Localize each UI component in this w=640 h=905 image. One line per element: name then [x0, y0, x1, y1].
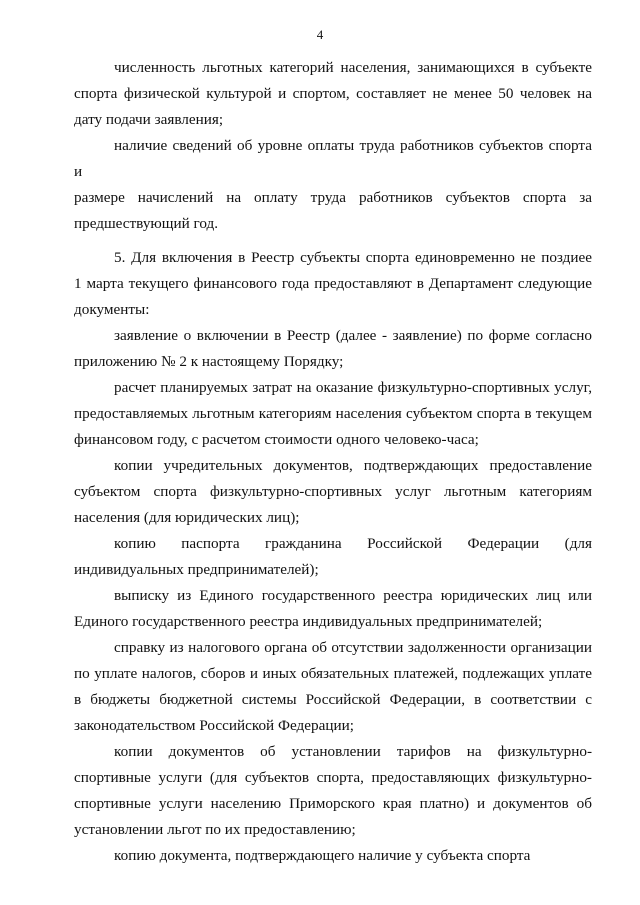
paragraph: [74, 133, 592, 237]
paragraph-line: спортивные услуги населению Приморского края платно) и документов об: [74, 795, 592, 812]
paragraph: [74, 843, 592, 869]
paragraph: [74, 531, 592, 583]
paragraph: [74, 583, 592, 635]
paragraph-line: финансовом году, с расчетом стоимости одного человеко-часа;: [74, 431, 479, 448]
paragraph-line: приложению № 2 к настоящему Порядку;: [74, 353, 344, 370]
paragraph-line: населения (для юридических лиц);: [74, 509, 300, 526]
paragraph: [74, 323, 592, 375]
paragraph: [74, 55, 592, 133]
paragraph-line: справку из налогового органа об отсутствии задолженности организации: [114, 639, 592, 656]
paragraph-line: дату подачи заявления;: [74, 111, 224, 128]
paragraph: [74, 375, 592, 453]
paragraph-line: копию документа, подтверждающего наличие у субъекта спорта: [114, 847, 531, 864]
paragraph-line: в бюджеты бюджетной системы Российской Федерации, в соответствии с: [74, 691, 592, 708]
paragraph-line: индивидуальных предпринимателей);: [74, 561, 319, 578]
paragraph-line: заявление о включении в Реестр (далее - заявление) по форме согласно: [114, 327, 592, 344]
paragraph-line: выписку из Единого государственного реестра юридических лиц или: [114, 587, 592, 604]
paragraph-line: субъектом спорта физкультурно-спортивных услуг льготным категориям: [74, 483, 592, 500]
paragraph-line: предоставляемых льготным категориям населения субъектом спорта в текущем: [74, 405, 592, 422]
paragraph-line: размере начислений на оплату труда работников субъектов спорта за: [74, 189, 592, 206]
paragraph-line: спортивные услуги (для субъектов спорта, предоставляющих физкультурно-: [74, 769, 592, 786]
document-body: [74, 55, 592, 869]
paragraph: [74, 245, 592, 323]
paragraph-line: копию паспорта гражданина Российской Федерации (для: [114, 535, 592, 552]
paragraph-line: копии документов об установлении тарифов на физкультурно-: [114, 743, 592, 760]
paragraph-line: расчет планируемых затрат на оказание физкультурно-спортивных услуг,: [114, 379, 592, 396]
paragraph: [74, 453, 592, 531]
paragraph-line: законодательством Российской Федерации;: [74, 717, 354, 734]
paragraph-line: документы:: [74, 301, 150, 318]
paragraph-line: наличие сведений об уровне оплаты труда работников субъектов спорта и: [74, 137, 592, 180]
paragraph-line: численность льготных категорий населения, занимающихся в субъекте: [114, 59, 592, 76]
paragraph-line: установлении льгот по их предоставлению;: [74, 821, 356, 838]
paragraph-line: 1 марта текущего финансового года предоставляют в Департамент следующие: [74, 275, 592, 292]
paragraph-line: 5. Для включения в Реестр субъекты спорта единовременно не поздиее: [114, 249, 592, 266]
paragraph: [74, 635, 592, 739]
paragraph-line: по уплате налогов, сборов и иных обязательных платежей, подлежащих уплате: [74, 665, 592, 682]
paragraph-line: предшествующий год.: [74, 215, 219, 232]
paragraph-line: Единого государственного реестра индивидуальных предпринимателей;: [74, 613, 543, 630]
paragraph-line: копии учредительных документов, подтверждающих предоставление: [114, 457, 592, 474]
paragraph: [74, 739, 592, 843]
paragraph-line: спорта физической культурой и спортом, составляет не менее 50 человек на: [74, 85, 592, 102]
page-number: 4: [316, 27, 324, 42]
